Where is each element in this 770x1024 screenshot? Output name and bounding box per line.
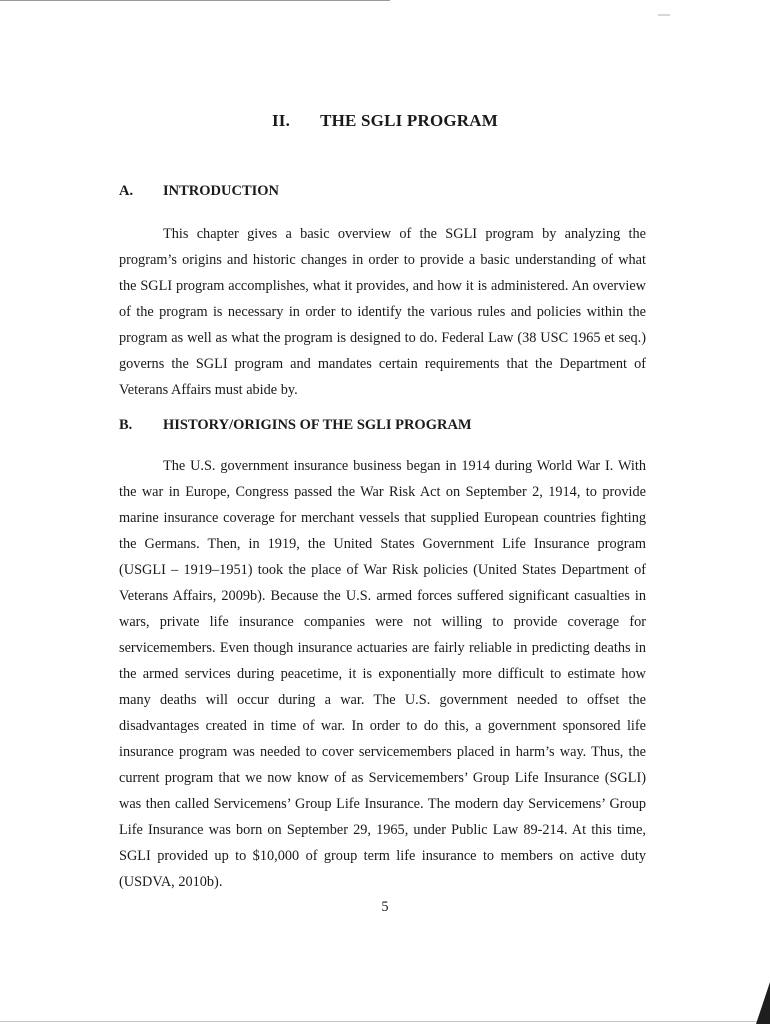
- introduction-paragraph: This chapter gives a basic overview of the SGLI program by analyzing the program’s origins and historic changes in order to provide a basic understanding of what the SGLI program accomplishes, what it provides, and how it is administered. An overview of the program is necessary in order to identify the various rules and policies within the program as well as what the program is designed to do. Federal Law (38 USC 1965 et seq.) governs the SGLI program and mandates certain requirements that the Department of Veterans Affairs must abide by.: [119, 226, 646, 398]
- history-paragraph: The U.S. government insurance business began in 1914 during World War I. With the war in Europe, Congress passed the War Risk Act on September 2, 1914, to provide marine insurance coverage for merchant vessels that supplied European countries fighting the Germans. Then, in 1919, the United States Government Life Insurance program (USGLI – 1919–1951) took the place of War Risk policies (United States Department of Veterans Affairs, 2009b). Because the U.S. armed forces suffered significant casualties in wars, private life insurance companies were not willing to provide coverage for servicemembers. Even though insurance actuaries are fairly reliable in predicting deaths in the armed services during peacetime, it is exponentially more difficult to estimate how many deaths will occur during a war. The U.S. government needed to offset the disadvantages created in time of war. In order to do this, a government sponsored life insurance program was needed to cover servicemembers placed in harm’s way. Thus, the current program that we now know of as Servicemembers’ Group Life Insurance (SGLI) was then called Servicemens’ Group Life Insurance. The modern day Servicemens’ Group Life Insurance was born on September 29, 1965, under Public Law 89-214. At this time, SGLI provided up to $10,000 of group term life insurance to members on active duty (USDVA, 2010b).: [119, 458, 646, 890]
- section-heading-history: [119, 417, 472, 434]
- scan-bottom-edge: [0, 1021, 770, 1022]
- section-letter: A.: [119, 183, 134, 199]
- chapter-title: [0, 111, 770, 131]
- scan-speck: [658, 14, 670, 16]
- section-title: HISTORY/ORIGINS OF THE SGLI PROGRAM: [163, 417, 472, 433]
- section-title: INTRODUCTION: [163, 183, 280, 199]
- scan-corner-mark: [756, 982, 770, 1024]
- section-letter: B.: [119, 417, 133, 433]
- chapter-title-text: THE SGLI PROGRAM: [320, 111, 499, 130]
- chapter-number: II.: [271, 111, 291, 130]
- section-heading-introduction: [119, 183, 279, 200]
- page-number: 5: [381, 899, 389, 915]
- scan-edge-line: [0, 0, 390, 1]
